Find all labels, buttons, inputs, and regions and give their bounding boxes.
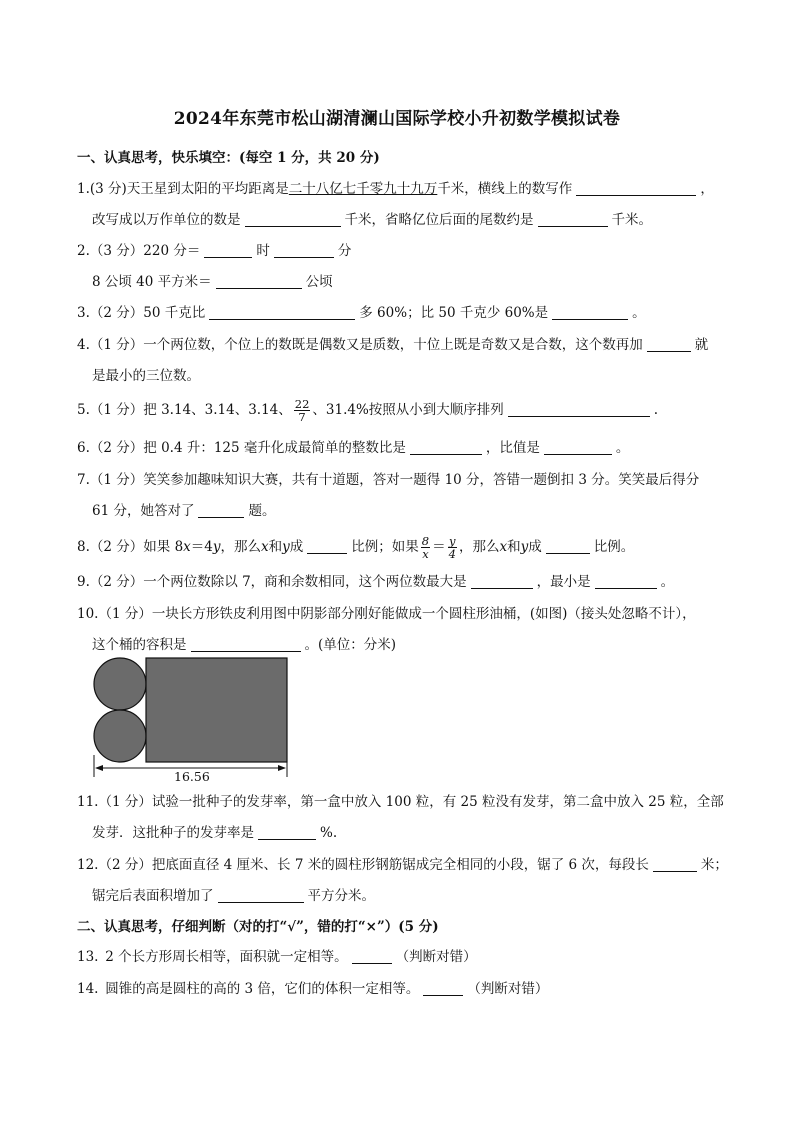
- answer-blank[interactable]: [216, 274, 302, 289]
- question-10: 10.（1 分）一块长方形铁皮利用图中阴影部分刚好能做成一个圆柱形油桶，(如图)（接头处忽略不计），: [77, 606, 696, 622]
- bottom-circle: [94, 710, 146, 762]
- rectangle: [146, 658, 287, 762]
- question-11-line-2: 发芽．这批种子的发芽率是 %.: [92, 825, 338, 841]
- question-6: 6.（2 分）把 0.4 升：125 毫升化成最简单的整数比是 ，比值是 。: [77, 440, 630, 456]
- dimension-label: 16.56: [174, 769, 210, 783]
- question-7-line-2: 61 分，她答对了 题。: [92, 503, 276, 519]
- answer-blank[interactable]: [209, 305, 355, 320]
- question-4-line-2: 是最小的三位数。: [92, 368, 200, 384]
- fraction: $\frac{22}{7}$: [294, 397, 310, 424]
- answer-blank[interactable]: [218, 888, 304, 903]
- answer-blank[interactable]: [538, 212, 608, 227]
- question-8: 8.（2 分）如果 8x＝4y，那么x和y成 比例；如果 $\frac{8}{x}$ ＝ $\frac{y}{4}$ ，那么x和y成 比例。: [77, 534, 635, 561]
- exam-title: 2024年东莞市松山湖清澜山国际学校小升初数学模拟试卷: [173, 109, 621, 129]
- answer-blank[interactable]: [410, 440, 482, 455]
- question-1-line-2: 改写成以万作单位的数是 千米，省略亿位后面的尾数约是 千米。: [92, 212, 652, 228]
- arrow-left: [95, 765, 103, 771]
- section-1-heading: 一、认真思考，快乐填空：(每空 1 分，共 20 分): [77, 150, 380, 166]
- question-12-line-2: 锯完后表面积增加了 平方分米。: [92, 888, 375, 904]
- answer-blank[interactable]: [352, 949, 392, 964]
- answer-blank[interactable]: [258, 825, 316, 840]
- question-2: 2.（3 分）220 分＝ 时 分: [77, 243, 352, 259]
- question-13: 13. 2 个长方形周长相等，面积就一定相等。 （判断对错）: [77, 949, 477, 965]
- answer-blank[interactable]: [245, 212, 341, 227]
- cylinder-net-figure: [88, 655, 298, 783]
- question-12: 12.（2 分）把底面直径 4 厘米、长 7 米的圆柱形钢筋锯成完全相同的小段，锯了 6 次，每段长 米；: [77, 857, 728, 873]
- underlined-phrase: 二十八亿七千零九十九万: [288, 181, 438, 197]
- fraction: $\frac{8}{x}$: [421, 534, 430, 561]
- answer-blank[interactable]: [508, 402, 650, 417]
- question-4: 4.（1 分）一个两位数，个位上的数既是偶数又是质数，十位上既是奇数又是合数，这个数再加 就: [77, 337, 709, 353]
- answer-blank[interactable]: [576, 181, 696, 196]
- question-14: 14. 圆锥的高是圆柱的高的 3 倍，它们的体积一定相等。 （判断对错）: [77, 981, 549, 997]
- answer-blank[interactable]: [647, 337, 691, 352]
- answer-blank[interactable]: [191, 637, 301, 652]
- answer-blank[interactable]: [274, 243, 334, 258]
- question-9: 9.（2 分）一个两位数除以 7，商和余数相同，这个两位数最大是 ，最小是 。: [77, 574, 675, 590]
- answer-blank[interactable]: [546, 539, 590, 554]
- answer-blank[interactable]: [307, 539, 347, 554]
- question-10-line-2: 这个桶的容积是 。(单位：分米): [92, 637, 397, 653]
- question-11: 11.（1 分）试验一批种子的发芽率，第一盒中放入 100 粒，有 25 粒没有发芽，第二盒中放入 25 粒，全部: [77, 794, 724, 810]
- fraction: $\frac{y}{4}$: [448, 534, 456, 561]
- answer-blank[interactable]: [471, 574, 533, 589]
- question-1: 1.(3 分)天王星到太阳的平均距离是二十八亿七千零九十九万千米，横线上的数写作 ，: [77, 181, 714, 197]
- question-3: 3.（2 分）50 千克比 多 60%；比 50 千克少 60%是 。: [77, 305, 646, 321]
- top-circle: [94, 658, 146, 710]
- section-2-heading: 二、认真思考，仔细判断（对的打“√”，错的打“×”）(5 分): [77, 919, 439, 935]
- answer-blank[interactable]: [544, 440, 612, 455]
- answer-blank[interactable]: [552, 305, 628, 320]
- question-7: 7.（1 分）笑笑参加趣味知识大赛，共有十道题，答对一题得 10 分，答错一题倒扣 3 分。笑笑最后得分: [77, 472, 700, 488]
- arrow-right: [278, 765, 286, 771]
- question-5: 5.（1 分）把 3.14、3.14、3.14、 $\frac{22}{7}$ 、31.4%按照从小到大顺序排列 .: [77, 397, 659, 424]
- answer-blank[interactable]: [595, 574, 657, 589]
- answer-blank[interactable]: [198, 503, 244, 518]
- answer-blank[interactable]: [423, 981, 463, 996]
- question-2-line-2: 8 公顷 40 平方米＝ 公顷: [92, 274, 333, 290]
- answer-blank[interactable]: [653, 857, 697, 872]
- answer-blank[interactable]: [204, 243, 252, 258]
